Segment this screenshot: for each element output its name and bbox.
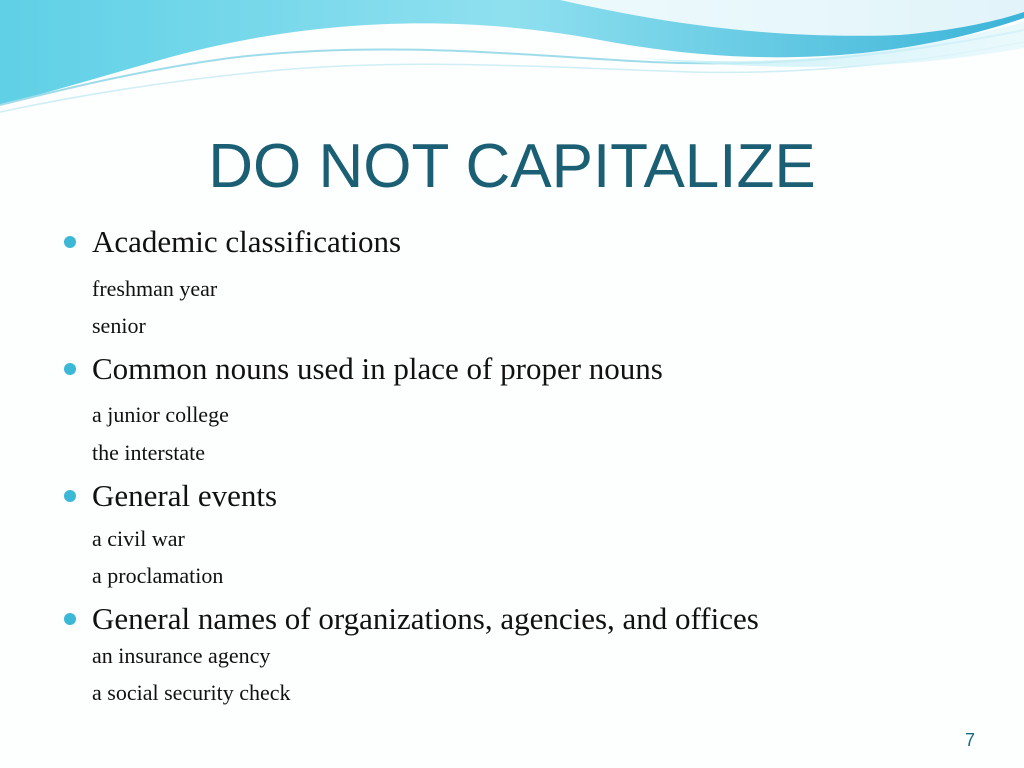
bullet-dot-icon [64, 363, 76, 375]
example-item: a civil war [92, 526, 185, 551]
example-item: freshman year [92, 276, 218, 301]
bullet-heading: General names of organizations, agencies, and offices [92, 601, 759, 636]
bullet-heading: General events [92, 478, 278, 513]
example-item: an insurance agency [92, 643, 271, 668]
example-item: a social security check [92, 680, 291, 705]
slide-title: DO NOT CAPITALIZE [208, 132, 816, 201]
example-item: a proclamation [92, 563, 224, 588]
page-number: 7 [964, 730, 975, 750]
bullet-heading: Academic classifications [92, 224, 402, 259]
bullet-dot-icon [64, 613, 76, 625]
bullet-dot-icon [64, 490, 76, 502]
bullet-dot-icon [64, 236, 76, 248]
example-item: senior [92, 313, 146, 338]
example-item: a junior college [92, 402, 229, 427]
bullet-heading: Common nouns used in place of proper nouns [92, 351, 663, 386]
example-item: the interstate [92, 440, 206, 465]
